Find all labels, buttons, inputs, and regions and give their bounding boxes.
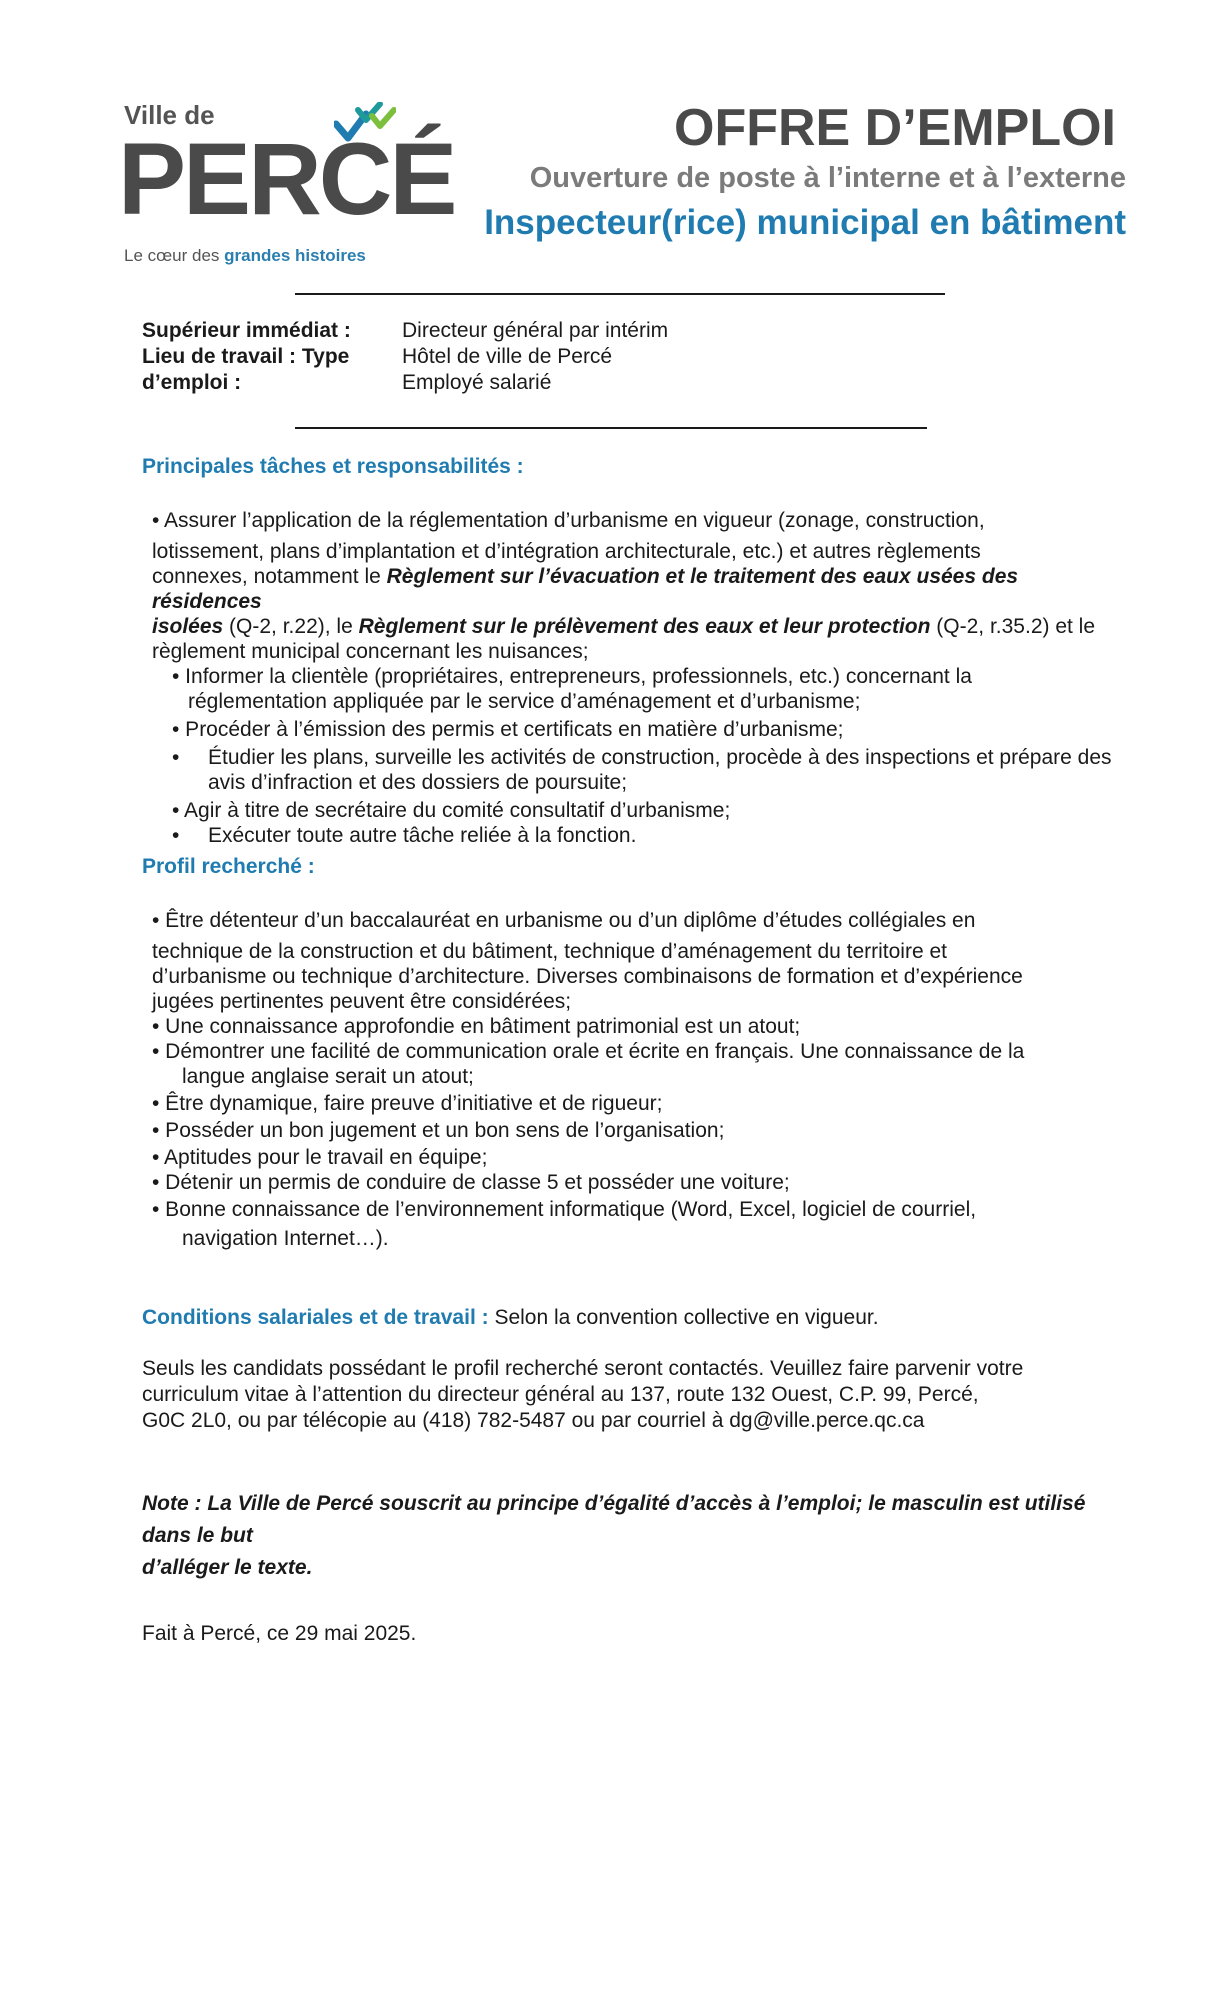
logo-tagline-prefix: Le cœur des [124, 246, 220, 265]
task-item-1-text-d: (Q-2, r.22), le [223, 615, 359, 638]
superior-value: Directeur général par intérim [402, 319, 669, 342]
ville-de-perce-logo [118, 100, 455, 270]
conditions-label: Conditions salariales et de travail : [142, 1306, 489, 1329]
logo-tagline-bold: grandes histoires [224, 246, 366, 265]
job-title: Inspecteur(rice) municipal en bâtiment [484, 203, 1126, 242]
divider-top [295, 293, 945, 295]
profile-item-4: • Être dynamique, faire preuve d’initiative et de rigueur; [152, 1092, 663, 1115]
divider-bottom [295, 427, 927, 429]
profile-item-5: • Posséder un bon jugement et un bon sens de l’organisation; [152, 1119, 725, 1142]
profile-item-8-line-a: • Bonne connaissance de l’environnement informatique (Word, Excel, logiciel de courriel, [152, 1198, 977, 1221]
page-subtitle: Ouverture de poste à l’interne et à l’externe [529, 162, 1126, 194]
task-item-1-bold-d: isolées [152, 615, 224, 638]
workplace-value: Hôtel de ville de Percé [402, 345, 613, 368]
task-item-1-line-e: règlement municipal concernant les nuisances; [152, 640, 589, 663]
profile-item-8-line-b: navigation Internet…). [182, 1227, 389, 1250]
task-item-1-text-c: connexes, notamment le [152, 565, 387, 588]
task-item-1-line-d [152, 614, 1122, 639]
task-item-1-line-c [152, 564, 1122, 614]
profile-section-title: Profil recherché : [142, 855, 315, 878]
task-item-1-line-a: • Assurer l’application de la réglementation d’urbanisme en vigueur (zonage, construction, [152, 509, 985, 532]
profile-item-1-line-d: jugées pertinentes peuvent être considérées; [152, 990, 572, 1013]
logo-ville-text: Ville de [124, 100, 215, 130]
task-item-2-line-a: • Informer la clientèle (propriétaires, entrepreneurs, professionnels, etc.) concernant la [172, 665, 972, 688]
task-item-4-line-b: avis d’infraction et des dossiers de poursuite; [208, 771, 628, 794]
page-title: OFFRE D’EMPLOI [674, 99, 1116, 157]
contact-line-2: curriculum vitae à l’attention du directeur général au 137, route 132 Ouest, C.P. 99, Percé, [142, 1383, 979, 1406]
tasks-list [152, 508, 1122, 848]
task-item-4-bullet: • [172, 746, 180, 769]
profile-item-7: • Détenir un permis de conduire de classe 5 et posséder une voiture; [152, 1171, 790, 1194]
contact-paragraph [142, 1356, 1122, 1434]
task-item-6-text: Exécuter toute autre tâche reliée à la fonction. [208, 824, 637, 847]
note-line-2: d’alléger le texte. [142, 1556, 313, 1579]
employment-label: d’emploi : [142, 371, 242, 394]
task-item-1-bold-d2: Règlement sur le prélèvement des eaux et leur protection [358, 615, 931, 638]
profile-item-1-line-c: d’urbanisme ou technique d’architecture. Diverses combinaisons de formation et d’expérience [152, 965, 1023, 988]
date-line: Fait à Percé, ce 29 mai 2025. [142, 1622, 417, 1645]
contact-line-1: Seuls les candidats possédant le profil recherché seront contactés. Veuillez faire parvenir votre [142, 1357, 1024, 1380]
employment-value: Employé salarié [402, 371, 552, 394]
profile-item-1-line-b: technique de la construction et du bâtiment, technique d’aménagement du territoire et [152, 940, 947, 963]
task-item-2-line-b: réglementation appliquée par le service d’aménagement et d’urbanisme; [188, 690, 861, 713]
workplace-label: Lieu de travail : Type [142, 345, 350, 368]
conditions-line [142, 1306, 879, 1330]
task-item-6 [172, 823, 1122, 848]
equality-note [142, 1488, 1132, 1584]
check-mark-logo-icon [334, 102, 396, 146]
profile-item-1-line-a: • Être détenteur d’un baccalauréat en urbanisme ou d’un diplôme d’études collégiales en [152, 909, 976, 932]
profile-list [152, 908, 1122, 1251]
tasks-section-title: Principales tâches et responsabilités : [142, 455, 524, 478]
profile-item-6: • Aptitudes pour le travail en équipe; [152, 1146, 488, 1169]
task-item-1-text-d-end: (Q-2, r.35.2) et le [930, 615, 1096, 638]
task-item-1-bold-c: Règlement sur l’évacuation et le traitement des eaux usées des résidences [152, 565, 1019, 613]
conditions-value: Selon la convention collective en vigueur. [488, 1306, 879, 1329]
profile-item-3-line-b: langue anglaise serait un atout; [182, 1065, 474, 1088]
superior-label: Supérieur immédiat : [142, 319, 351, 342]
task-item-4-line-a [172, 745, 1122, 770]
contact-line-3: G0C 2L0, ou par télécopie au (418) 782-5487 ou par courriel à dg@ville.perce.qc.ca [142, 1409, 925, 1432]
task-item-6-bullet: • [172, 824, 180, 847]
logo-tagline [124, 246, 366, 266]
profile-item-2: • Une connaissance approfondie en bâtiment patrimonial est un atout; [152, 1015, 801, 1038]
profile-item-3-line-a: • Démontrer une facilité de communication orale et écrite en français. Une connaissance de la [152, 1040, 1025, 1063]
logo-name-text: PERCÉ [118, 122, 455, 236]
task-item-3: • Procéder à l’émission des permis et certificats en matière d’urbanisme; [172, 718, 844, 741]
note-line-1: Note : La Ville de Percé souscrit au principe d’égalité d’accès à l’emploi; le masculin est utilisé dans le but [142, 1492, 1086, 1547]
task-item-1-line-b: lotissement, plans d’implantation et d’intégration architecturale, etc.) et autres règlements [152, 540, 981, 563]
task-item-5: • Agir à titre de secrétaire du comité consultatif d’urbanisme; [172, 799, 731, 822]
task-item-4-text-a: Étudier les plans, surveille les activités de construction, procède à des inspections et prépare des [208, 746, 1112, 769]
